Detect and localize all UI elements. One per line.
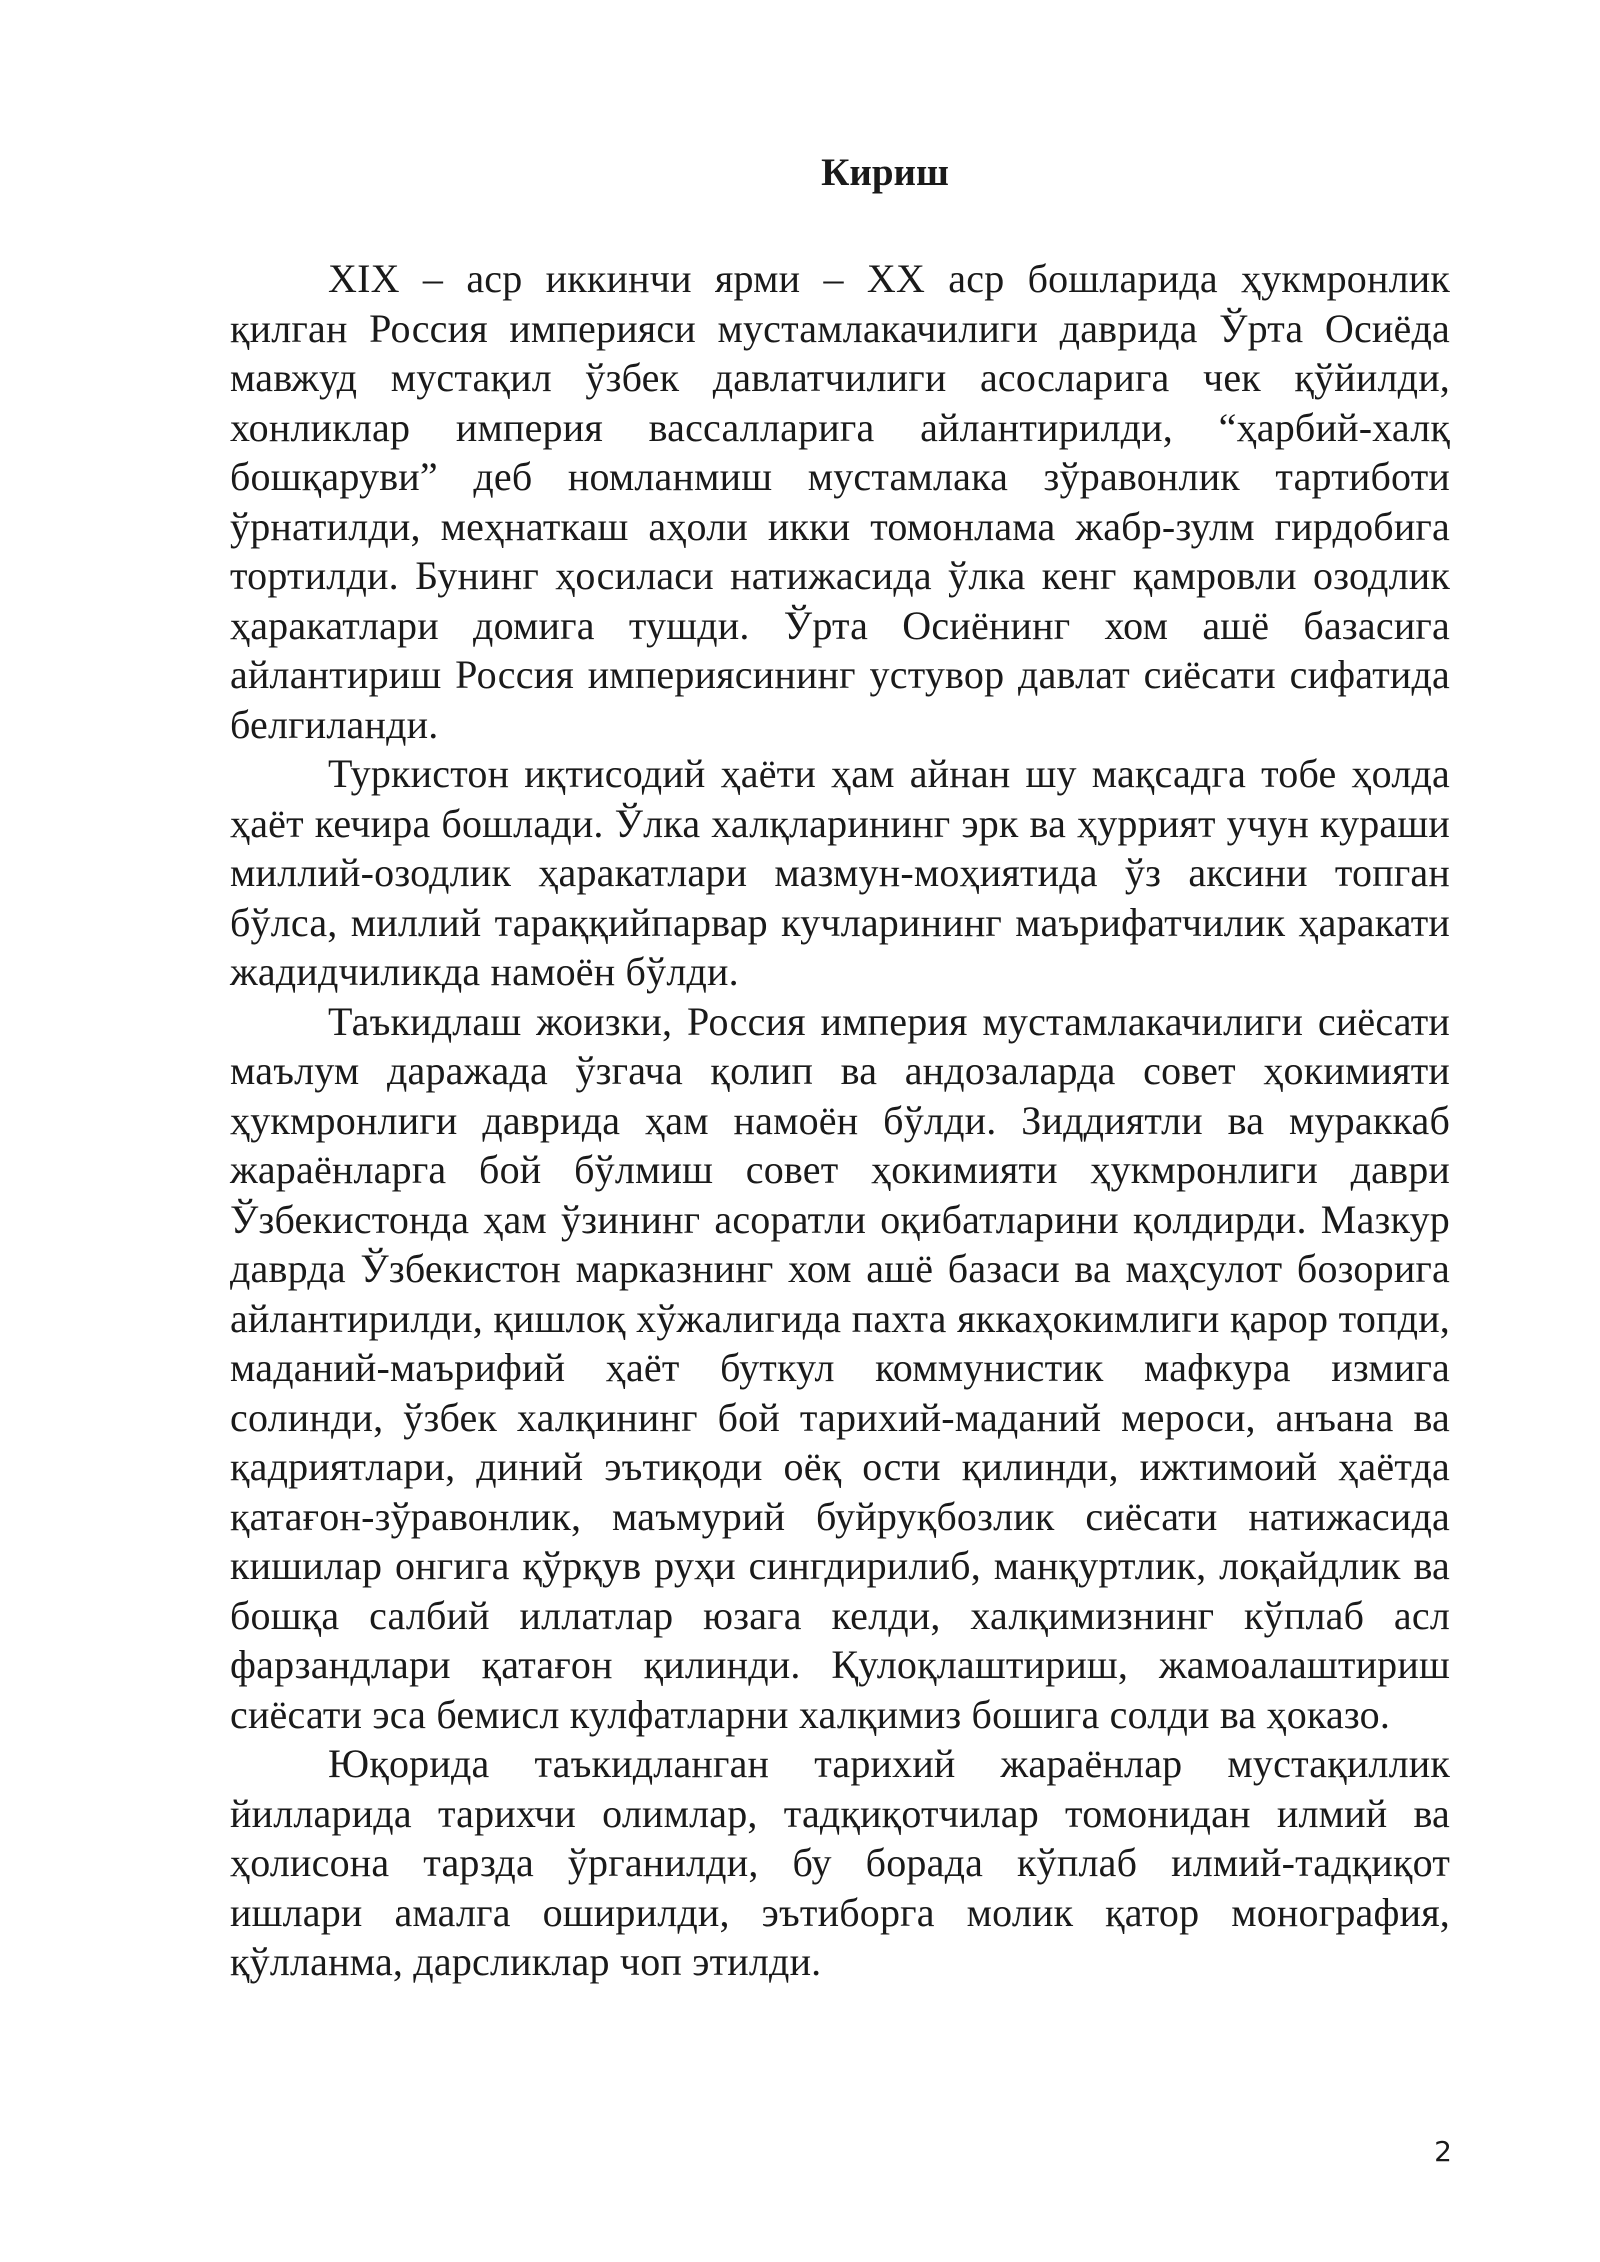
page-number: 2 [1434, 2135, 1452, 2168]
paragraph-2: Туркистон иқтисодий ҳаёти ҳам айнан шу мақсадга тобе ҳолда ҳаёт кечира бошлади. Ўлка халқларининг эрк ва ҳуррият учун кураши миллий-озодлик ҳаракатлари мазмун-моҳиятида ўз аксини топган бўлса, миллий тараққийпарвар кучларининг маърифатчилик ҳаракати жадидчиликда намоён бўлди. [230, 751, 1450, 994]
body-text [230, 254, 1450, 1987]
paragraph-3: Таъкидлаш жоизки, Россия империя мустамлакачилиги сиёсати маълум даражада ўзгача қолип ва андозаларда совет ҳокимияти ҳукмронлиги даврида ҳам намоён бўлди. Зиддиятли ва мураккаб жараёнларга бой бўлмиш совет ҳокимияти ҳукмронлиги даври Ўзбекистонда ҳам ўзининг асоратли оқибатларини қолдирди. Мазкур даврда Ўзбекистон марказнинг хом ашё базаси ва маҳсулот бозорига айлантирилди, қишлоқ хўжалигида пахта яккаҳокимлиги қарор топди, маданий-маърифий ҳаёт буткул коммунистик мафкура измига солинди, ўзбек халқининг бой тарихий-маданий мероси, анъана ва қадриятлари, диний эътиқоди оёқ ости қилинди, ижтимоий ҳаётда қатағон-зўравонлик, маъмурий буйруқбозлик сиёсати натижасида кишилар онгига қўрқув руҳи сингдирилиб, манқуртлик, лоқайдлик ва бошқа салбий иллатлар юзага келди, халқимизнинг кўплаб асл фарзандлари қатағон қилинди. Қулоқлаштириш, жамоалаштириш сиёсати эса бемисл кулфатларни халқимиз бошига солди ва ҳоказо. [230, 998, 1450, 1737]
paragraph-4: Юқорида таъкидланган тарихий жараёнлар мустақиллик йилларида тарихчи олимлар, тадқиқотчилар томонидан илмий ва ҳолисона тарзда ўрганилди, бу борада кўплаб илмий-тадқиқот ишлари амалга оширилди, эътиборга молик қатор монография, қўлланма, дарсликлар чоп этилди. [230, 1741, 1450, 1984]
paragraph-1: XIX – аср иккинчи ярми – XX аср бошларида ҳукмронлик қилган Россия империяси мустамлакачилиги даврида Ўрта Осиёда мавжуд мустақил ўзбек давлатчилиги асосларига чек қўйилди, хонликлар империя вассалларига айлантирилди, “ҳарбий-халқ бошқаруви” деб номланмиш мустамлака зўравонлик тартиботи ўрнатилди, меҳнаткаш аҳоли икки томонлама жабр-зулм гирдобига тортилди. Бунинг ҳосиласи натижасида ўлка кенг қамровли озодлик ҳаракатлари домига тушди. Ўрта Осиёнинг хом ашё базасига айлантириш Россия империясининг устувор давлат сиёсати сифатида белгиланди. [230, 256, 1450, 747]
page-title: Кириш [821, 151, 949, 194]
